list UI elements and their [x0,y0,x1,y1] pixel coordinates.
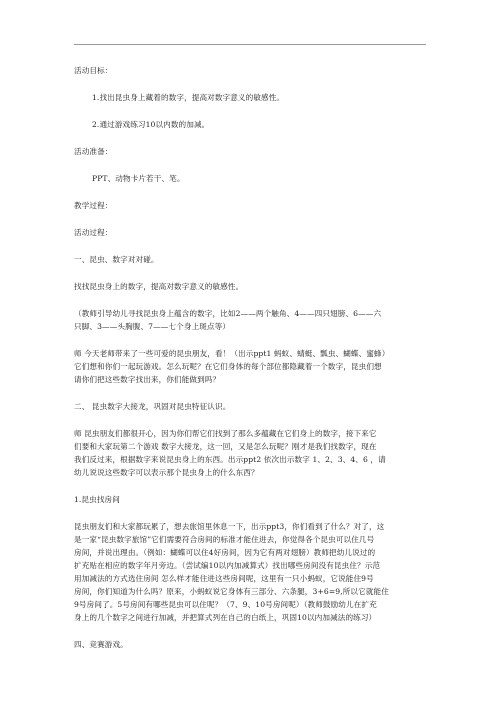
paragraph-line: 9号房间了。5号房间有哪些昆虫可以住呢？（7、9、10号房间呢）（教师鼓励幼儿在扩充 [74,600,377,609]
paragraph-line: 身上的几个数字之间进行加减，并把算式列在自己的白纸上，巩固10以内加减法的练习） [74,613,377,622]
paragraph-line: 请你们把这些数字找出来，你们能做到吗？ [74,375,221,384]
paragraph-line: 只脚、3——头胸腹、7——七个身上斑点等） [74,322,231,331]
section-heading-goals: 活动目标： [74,66,113,75]
paragraph-line: 是一家“昆虫数字旅馆”它们需要符合房间的标准才能住进去，你觉得各个昆虫可以住几号 [74,535,375,544]
part-four-heading: 四、竞赛游戏。 [74,640,128,649]
paragraph-line: 师 昆虫朋友们都很开心，因为你们帮它们找到了那么多蕴藏在它们身上的数字，接下来它 [74,429,377,438]
paragraph-line: 我们反过来，根据数字来说昆虫身上的东西。出示ppt2 依次出示数字 1、2、3、4、6 ，请 [74,455,386,464]
paragraph-line: 房间，并说出理由。（例如：蝴蝶可以住4好房间，因为它有两对翅膀）教师把幼儿说过的 [74,548,376,557]
header-rule [74,44,426,45]
paragraph-line: 昆虫朋友们和大家都玩累了，想去旅馆里休息一下，出示ppt3，你们看到了什么？对了，这 [74,522,385,531]
paragraph-line: 幼儿说说这些数字可以表示那个昆虫身上的什么东西？ [74,468,259,477]
paragraph-line: 它们想和你们一起玩游戏。怎么玩呢？在它们身体的每个部位都隐藏着一个数字，昆虫们想 [74,362,382,371]
part-one-heading: 一、昆虫、数字对对碰。 [74,255,159,264]
paragraph-line: 用加减法的方式选住房间 怎么样才能住进这些房间呢，这里有一只小蚂蚁，它说能住9号 [74,574,374,583]
part-one-summary: 找找昆虫身上的数字，提高对数字意义的敏感性。 [74,282,244,291]
subsection-heading: 1.昆虫找房间 [74,495,120,504]
section-heading-preparation: 活动准备： [74,147,113,156]
paragraph-line: （教师引导幼儿寻找昆虫身上蕴含的数字，比如2——两个触角、4——四只翅膀、6——六 [74,309,382,318]
paragraph-line: 扩充贴在相应的数字年月旁边。（尝试编10以内加减算式）找出哪些房间没有昆虫住？示范 [74,561,381,570]
section-heading-teaching: 教学过程： [74,201,113,210]
section-heading-activity: 活动过程： [74,228,113,237]
part-two-heading: 二、 昆虫数字大接龙，巩固对昆虫特征认识。 [74,402,231,411]
paragraph-line: 师 今天老师带来了一些可爱的昆虫朋友，看！（出示ppt1 蚂蚁、蜻蜓、瓢虫、蝴蝶、蜜蜂） [74,349,390,358]
paragraph-line: 们要和大家玩第二个游戏 数字大接龙，这一回，又是怎么玩呢？刚才是我们找数字，现在 [74,442,377,451]
paragraph-line: 房间，你们知道为什么吗？原来，小蚂蚁说它身体有三部分、六条腿，3+6=9,所以它就能住 [74,587,389,596]
goal-item-2: 2.通过游戏练习10以内数的加减。 [92,120,210,129]
goal-item-1: 1.找出昆虫身上藏着的数字，提高对数字意义的敏感性。 [92,93,285,102]
preparation-text: PPT、动物卡片若干、笔。 [92,174,185,183]
